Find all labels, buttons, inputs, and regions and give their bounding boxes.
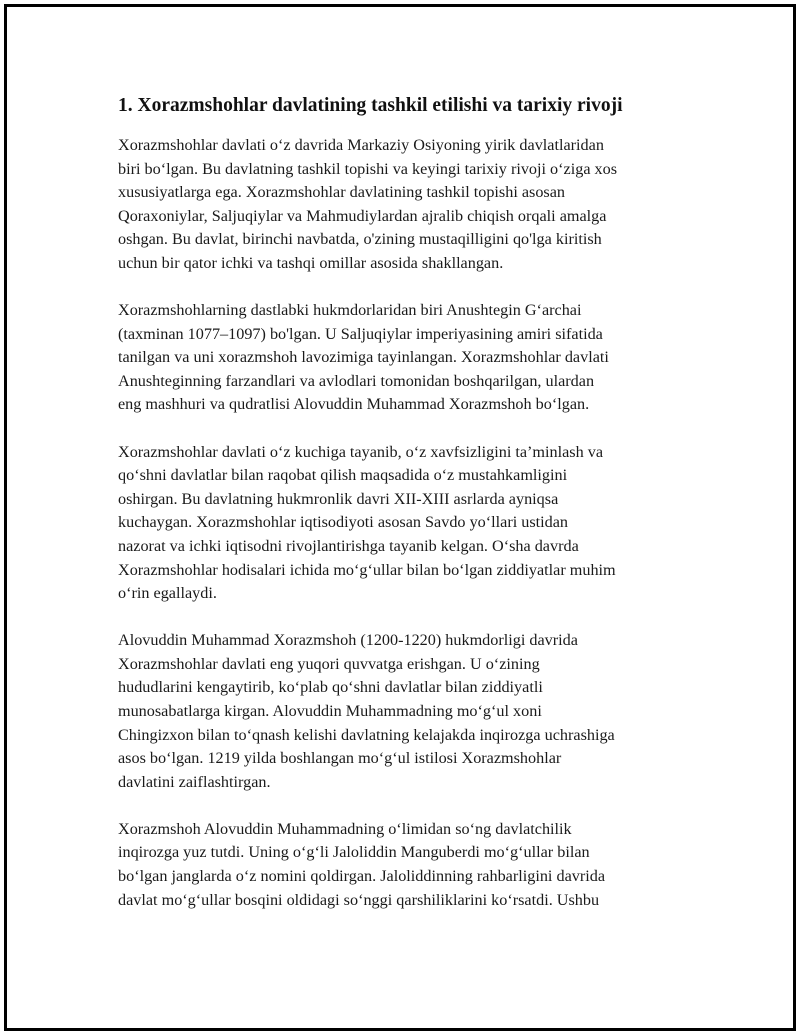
text-line: biri bo‘lgan. Bu davlatning tashkil topishi va keyingi tarixiy rivoji o‘ziga xos — [118, 159, 618, 178]
document-body — [118, 92, 696, 936]
paragraph-5 — [118, 818, 696, 912]
text-line: inqirozga yuz tutdi. Uning o‘g‘li Jaloliddin Manguberdi mo‘g‘ullar bilan — [118, 843, 590, 862]
text-line: (taxminan 1077–1097) bo'lgan. U Saljuqiylar imperiyasining amiri sifatida — [118, 324, 603, 343]
text-line: Xorazmshoh Alovuddin Muhammadning o‘limidan so‘ng davlatchilik — [118, 819, 572, 838]
text-line: Xorazmshohlar davlati o‘z davrida Markaziy Osiyoning yirik davlatlaridan — [118, 136, 604, 154]
text-line: o‘rin egallaydi. — [118, 584, 217, 603]
text-line: Qoraxoniylar, Saljuqiylar va Mahmudiylardan ajralib chiqish orqali amalga — [118, 206, 607, 225]
text-line: uchun bir qator ichki va tashqi omillar asosida shakllangan. — [118, 253, 504, 272]
text-line: xususiyatlarga ega. Xorazmshohlar davlatining tashkil topishi asosan — [118, 183, 566, 202]
text-line: asos bo‘lgan. 1219 yilda boshlangan mo‘g‘ul istilosi Xorazmshohlar — [118, 749, 562, 768]
text-line: nazorat va ichki iqtisodni rivojlantirishga tayanib kelgan. O‘sha davrda — [118, 536, 579, 555]
section-heading: 1. Xorazmshohlar davlatining tashkil etilishi va tarixiy rivoji — [118, 95, 623, 116]
paragraph-4 — [118, 629, 696, 794]
text-line: Xorazmshohlarning dastlabki hukmdorlaridan biri Anushtegin G‘archai — [118, 301, 582, 320]
text-line: davlatini zaiflashtirgan. — [118, 772, 271, 791]
text-line: Xorazmshohlar davlati o‘z kuchiga tayanib, o‘z xavfsizligini ta’minlash va — [118, 442, 604, 461]
text-line: hududlarini kengaytirib, ko‘plab qo‘shni davlatlar bilan ziddiyatli — [118, 678, 543, 697]
text-line: qo‘shni davlatlar bilan raqobat qilish maqsadida o‘z mustahkamligini — [118, 466, 568, 485]
text-line: oshgan. Bu davlat, birinchi navbatda, o'zining mustaqilligini qo'lga kiritish — [118, 230, 602, 249]
text-line: oshirgan. Bu davlatning hukmronlik davri XII-XIII asrlarda ayniqsa — [118, 489, 559, 508]
paragraph-1 — [118, 134, 696, 276]
text-line: eng mashhuri va qudratlisi Alovuddin Muhammad Xorazmshoh bo‘lgan. — [118, 395, 590, 414]
text-line: munosabatlarga kirgan. Alovuddin Muhammadning mo‘g‘ul xoni — [118, 701, 542, 720]
paragraph-3 — [118, 441, 696, 606]
text-line: Alovuddin Muhammad Xorazmshoh (1200-1220) hukmdorligi davrida — [118, 631, 578, 650]
text-line: Anushteginning farzandlari va avlodlari tomonidan boshqarilgan, ulardan — [118, 371, 595, 390]
text-line: tanilgan va uni xorazmshoh lavozimiga tayinlangan. Xorazmshohlar davlati — [118, 348, 609, 367]
paragraph-2 — [118, 299, 696, 417]
text-line: Xorazmshohlar davlati eng yuqori quvvatga erishgan. U o‘zining — [118, 654, 540, 673]
text-line: Chingizxon bilan to‘qnash kelishi davlatning kelajakda inqirozga uchrashiga — [118, 725, 615, 744]
text-line: davlat mo‘g‘ullar bosqini oldidagi so‘nggi qarshiliklarini ko‘rsatdi. Ushbu — [118, 890, 600, 909]
text-line: Xorazmshohlar hodisalari ichida mo‘g‘ullar bilan bo‘lgan ziddiyatlar muhim — [118, 560, 616, 579]
text-line: kuchaygan. Xorazmshohlar iqtisodiyoti asosan Savdo yo‘llari ustidan — [118, 513, 569, 532]
text-line: bo‘lgan janglarda o‘z nomini qoldirgan. Jaloliddinning rahbarligini davrida — [118, 867, 606, 886]
